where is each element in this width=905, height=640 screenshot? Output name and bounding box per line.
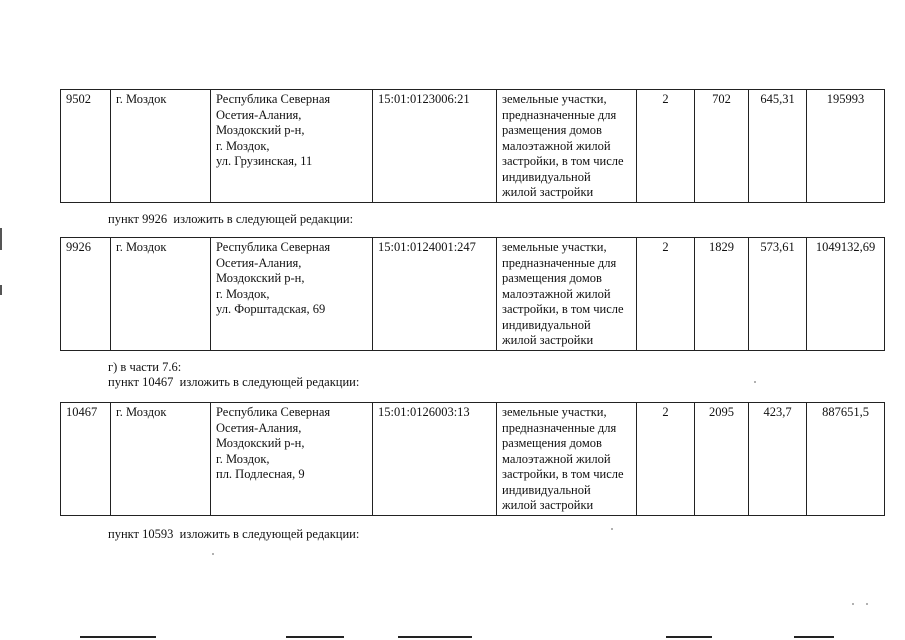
area-cell: 2095 [695, 403, 749, 516]
cadastral-number-cell: 15:01:0123006:21 [373, 90, 497, 203]
row-number: 9926 [61, 238, 111, 351]
land-use-line: предназначенные для [502, 420, 617, 435]
address-line: Осетия-Алания, [216, 107, 302, 122]
rate-cell: 573,61 [749, 238, 807, 351]
land-use-line: индивидуальной [502, 482, 591, 497]
address-line: Моздокский р-н, [216, 436, 305, 450]
address-line: ул. Форштадская, 69 [216, 302, 326, 316]
land-use-line: жилой застройки [502, 333, 594, 347]
land-use-line: индивидуальной [502, 317, 591, 332]
land-use-cell [497, 238, 637, 351]
land-use-cell [497, 90, 637, 203]
land-use-line: индивидуальной [502, 169, 591, 184]
scan-speck [866, 603, 868, 605]
address-cell [211, 90, 373, 203]
table-row [61, 238, 885, 351]
address-cell [211, 403, 373, 516]
scan-speck [754, 381, 756, 383]
cadastral-table-9926 [60, 237, 885, 351]
city-cell: г. Моздок [111, 90, 211, 203]
paragraph-instruction: пункт 9926 изложить в следующей редакции: [108, 212, 354, 226]
rate-cell: 423,7 [749, 403, 807, 516]
row-number: 9502 [61, 90, 111, 203]
row-number: 10467 [61, 403, 111, 516]
land-use-line: земельные участки, [502, 92, 607, 106]
area-cell: 702 [695, 90, 749, 203]
category-cell: 2 [637, 90, 695, 203]
paragraph-instruction: пункт 10467 изложить в следующей редакции: [108, 375, 360, 389]
land-use-line: земельные участки, [502, 240, 607, 254]
table-border-fragment [398, 636, 472, 638]
cadastral-table-9502 [60, 89, 885, 203]
cadastral-number-cell: 15:01:0126003:13 [373, 403, 497, 516]
address-line: Республика Северная [216, 92, 331, 106]
address-line: Республика Северная [216, 405, 331, 419]
land-use-line: малоэтажной жилой [502, 286, 611, 301]
cadastral-number-cell: 15:01:0124001:247 [373, 238, 497, 351]
address-line: г. Моздок, [216, 138, 270, 153]
paragraph-instruction: пункт 10593 изложить в следующей редакции: [108, 527, 360, 541]
land-use-line: застройки, в том числе [502, 467, 624, 481]
address-line: пл. Подлесная, 9 [216, 467, 305, 481]
category-cell: 2 [637, 403, 695, 516]
land-use-line: земельные участки, [502, 405, 607, 419]
scan-margin-mark [0, 285, 2, 295]
address-line: Осетия-Алания, [216, 420, 302, 435]
land-use-line: предназначенные для [502, 255, 617, 270]
address-line: г. Моздок, [216, 286, 270, 301]
rate-cell: 645,31 [749, 90, 807, 203]
land-use-line: размещения домов [502, 271, 602, 285]
table-border-fragment [794, 636, 834, 638]
address-line: Республика Северная [216, 240, 331, 254]
land-use-line: малоэтажной жилой [502, 451, 611, 466]
land-use-line: жилой застройки [502, 185, 594, 199]
address-line: Моздокский р-н, [216, 123, 305, 137]
scan-margin-mark [0, 228, 2, 250]
address-line: г. Моздок, [216, 451, 270, 466]
land-use-line: размещения домов [502, 436, 602, 450]
address-line: Осетия-Алания, [216, 255, 302, 270]
city-cell: г. Моздок [111, 238, 211, 351]
table-border-fragment [666, 636, 712, 638]
address-line: ул. Грузинская, 11 [216, 154, 313, 168]
land-use-line: застройки, в том числе [502, 154, 624, 168]
address-line: Моздокский р-н, [216, 271, 305, 285]
table-border-fragment [80, 636, 156, 638]
category-cell: 2 [637, 238, 695, 351]
paragraph-section: г) в части 7.6: [108, 360, 182, 374]
scan-speck [611, 528, 613, 530]
land-use-line: застройки, в том числе [502, 302, 624, 316]
city-cell: г. Моздок [111, 403, 211, 516]
land-use-line: размещения домов [502, 123, 602, 137]
area-cell: 1829 [695, 238, 749, 351]
cadastral-table-10467 [60, 402, 885, 516]
address-cell [211, 238, 373, 351]
value-cell: 1049132,69 [807, 238, 885, 351]
scan-speck [212, 553, 214, 555]
land-use-cell [497, 403, 637, 516]
scan-speck [852, 603, 854, 605]
table-row [61, 403, 885, 516]
table-row [61, 90, 885, 203]
land-use-line: жилой застройки [502, 498, 594, 512]
table-border-fragment [286, 636, 344, 638]
land-use-line: малоэтажной жилой [502, 138, 611, 153]
value-cell: 887651,5 [807, 403, 885, 516]
value-cell: 195993 [807, 90, 885, 203]
land-use-line: предназначенные для [502, 107, 617, 122]
